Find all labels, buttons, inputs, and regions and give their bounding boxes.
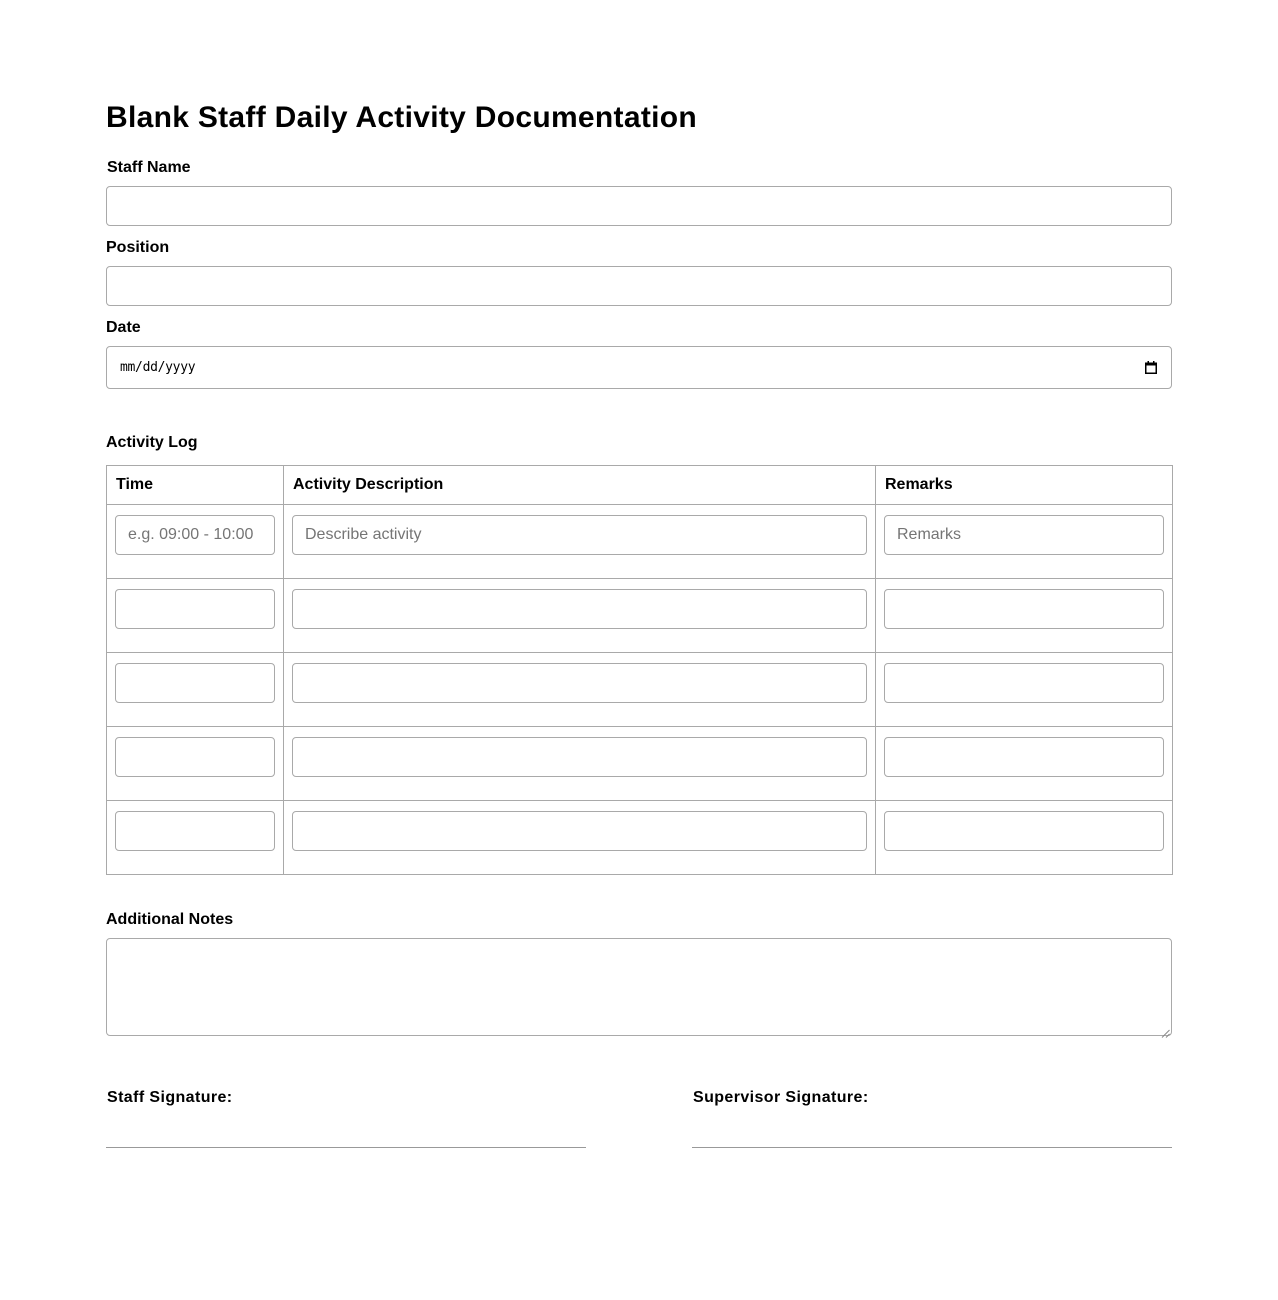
activity-log-label: Activity Log bbox=[106, 434, 198, 451]
remarks-input[interactable] bbox=[884, 811, 1164, 851]
activity-description-input[interactable] bbox=[292, 589, 867, 629]
time-cell bbox=[107, 579, 284, 653]
position-input[interactable] bbox=[106, 266, 1172, 306]
description-cell bbox=[284, 505, 876, 579]
page-title: Blank Staff Daily Activity Documentation bbox=[106, 101, 697, 134]
activity-description-input[interactable] bbox=[292, 737, 867, 777]
description-cell bbox=[284, 579, 876, 653]
remarks-cell bbox=[876, 653, 1173, 727]
time-input[interactable] bbox=[115, 811, 275, 851]
table-header-row bbox=[107, 466, 1173, 505]
description-cell bbox=[284, 727, 876, 801]
table-row bbox=[107, 505, 1173, 579]
staff-name-label: Staff Name bbox=[107, 159, 191, 176]
time-input[interactable] bbox=[115, 589, 275, 629]
time-input[interactable]: e.g. 09:00 - 10:00 bbox=[115, 515, 275, 555]
supervisor-signature-label: Supervisor Signature: bbox=[693, 1089, 869, 1106]
staff-signature-block bbox=[106, 1088, 586, 1108]
date-label: Date bbox=[106, 319, 141, 336]
additional-notes-label: Additional Notes bbox=[106, 911, 234, 928]
position-label: Position bbox=[106, 239, 170, 256]
additional-notes-textarea[interactable] bbox=[106, 938, 1172, 1036]
supervisor-signature-line[interactable] bbox=[692, 1147, 1172, 1148]
column-header-time: Time bbox=[107, 466, 284, 505]
staff-signature-line[interactable] bbox=[106, 1147, 586, 1148]
description-cell bbox=[284, 653, 876, 727]
table-row bbox=[107, 727, 1173, 801]
remarks-input[interactable] bbox=[884, 737, 1164, 777]
activity-log-table bbox=[106, 465, 1173, 875]
remarks-input[interactable] bbox=[884, 589, 1164, 629]
remarks-cell bbox=[876, 579, 1173, 653]
remarks-input[interactable]: Remarks bbox=[884, 515, 1164, 555]
remarks-cell bbox=[876, 505, 1173, 579]
column-header-remarks: Remarks bbox=[876, 466, 1173, 505]
resize-handle-icon[interactable] bbox=[1161, 1025, 1170, 1034]
activity-description-input[interactable] bbox=[292, 811, 867, 851]
column-header-activity-description: Activity Description bbox=[284, 466, 876, 505]
remarks-cell bbox=[876, 727, 1173, 801]
remarks-input[interactable] bbox=[884, 663, 1164, 703]
supervisor-signature-block bbox=[692, 1088, 1172, 1108]
table-row bbox=[107, 801, 1173, 875]
time-cell bbox=[107, 727, 284, 801]
table-row bbox=[107, 653, 1173, 727]
activity-description-input[interactable]: Describe activity bbox=[292, 515, 867, 555]
time-input[interactable] bbox=[115, 737, 275, 777]
staff-signature-label: Staff Signature: bbox=[107, 1089, 233, 1106]
time-cell bbox=[107, 505, 284, 579]
activity-description-input[interactable] bbox=[292, 663, 867, 703]
remarks-cell bbox=[876, 801, 1173, 875]
staff-name-input[interactable] bbox=[106, 186, 1172, 226]
time-cell bbox=[107, 801, 284, 875]
date-input[interactable] bbox=[106, 346, 1172, 389]
time-input[interactable] bbox=[115, 663, 275, 703]
time-cell bbox=[107, 653, 284, 727]
table-row bbox=[107, 579, 1173, 653]
calendar-icon[interactable] bbox=[1145, 361, 1157, 374]
description-cell bbox=[284, 801, 876, 875]
date-placeholder: mm/dd/yyyy bbox=[120, 360, 196, 375]
